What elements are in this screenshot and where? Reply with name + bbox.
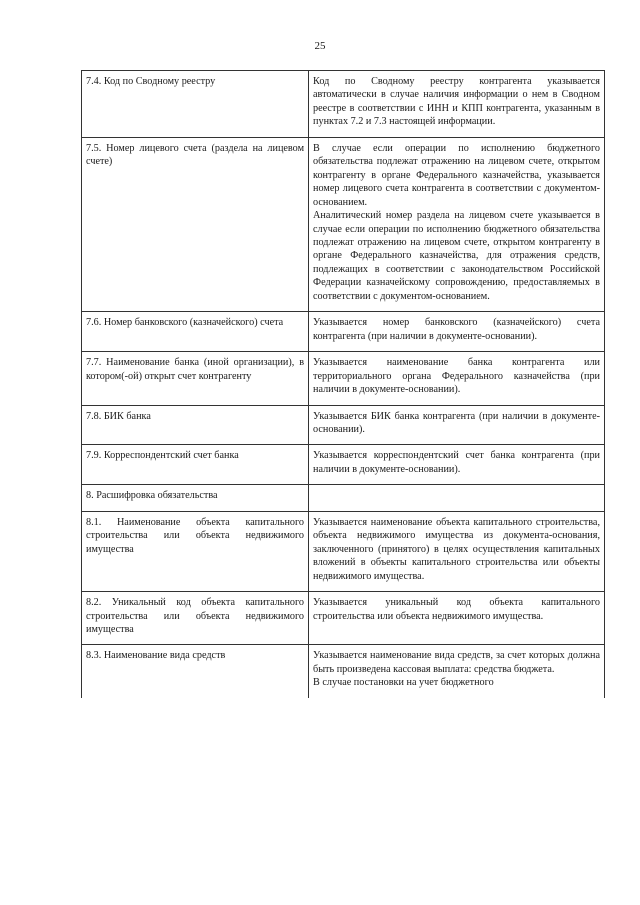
description-paragraph: Указывается наименование вида средств, за счет которых должна быть произведена кассовая выплата: средства бюджета. [313,650,600,675]
field-description-cell [309,312,605,352]
field-description-cell [309,71,605,138]
table-row [82,352,605,405]
description-paragraph: В случае если операции по исполнению бюджетного обязательства подлежат отражению на лицевом счете, открытом контрагенту в органе Федерального казначейства, указывается номер лицевого счета контрагента в соответствии с документом-основанием. [313,142,600,208]
field-description-cell [309,511,605,591]
description-paragraph: Указывается номер банковского (казначейского) счета контрагента (при наличии в документе-основании). [313,317,600,342]
field-description-cell [309,352,605,405]
field-name-cell: 8.1. Наименование объекта капитального строительства или объекта недвижимого имущества [82,511,309,591]
field-description-cell [309,445,605,485]
description-paragraph: Аналитический номер раздела на лицевом счете указывается в случае если операции по исполнению бюджетного обязательства подлежат отражению на лицевом счете, открытом контрагенту в органе Федерального казначейства, для отражения средств, подлежащих в соответствии с законодательством Российской Федерации казначейскому сопровождению, предоставляемых в соответствии с документом-основанием. [313,210,600,302]
table-row [82,137,605,311]
field-name-cell: 7.5. Номер лицевого счета (раздела на лицевом счете) [82,137,309,311]
field-description-cell [309,485,605,511]
field-description-cell [309,592,605,645]
field-name-cell: 7.7. Наименование банка (иной организации), в котором(-ой) открыт счет контрагенту [82,352,309,405]
description-paragraph: Указывается корреспондентский счет банка контрагента (при наличии в документе-основании). [313,450,600,475]
field-name-cell: 7.8. БИК банка [82,405,309,445]
section-heading-cell: 8. Расшифровка обязательства [82,485,309,511]
description-paragraph: Указывается наименование банка контрагента или территориального органа Федерального казначейства (при наличии в документе-основании). [313,357,600,396]
table-row [82,71,605,138]
field-name-cell: 8.2. Уникальный код объекта капитального строительства или объекта недвижимого имущества [82,592,309,645]
description-paragraph: Указывается БИК банка контрагента (при наличии в документе-основании). [313,410,600,435]
table-row [82,405,605,445]
table-row [82,445,605,485]
table-row [82,592,605,645]
description-paragraph: Указывается наименование объекта капитального строительства, объекта недвижимого имущества из документа-основания, заключенного (принятого) в целях осуществления капитальных вложений в объекты капитального строительства или объекты недвижимого имущества. [313,516,600,582]
field-name-cell: 7.6. Номер банковского (казначейского) счета [82,312,309,352]
table-row [82,511,605,591]
field-name-cell: 8.3. Наименование вида средств [82,645,309,698]
field-description-cell [309,405,605,445]
description-paragraph: Код по Сводному реестру контрагента указывается автоматически в случае наличия информации о нем в Сводном реестре в соответствии с ИНН и КПП контрагента, указанным в пунктах 7.2 и 7.3 настоящей информации. [313,76,600,128]
field-name-cell: 7.4. Код по Сводному реестру [82,71,309,138]
table-row [82,645,605,698]
table-row [82,485,605,511]
field-name-cell: 7.9. Корреспондентский счет банка [82,445,309,485]
description-paragraph: В случае постановки на учет бюджетного [313,677,494,689]
table-row [82,312,605,352]
description-paragraph: Указывается уникальный код объекта капитального строительства или объекта недвижимого имущества. [313,597,600,622]
requisites-table [81,70,605,698]
page-number: 25 [314,40,326,52]
field-description-cell [309,645,605,698]
field-description-cell [309,137,605,311]
